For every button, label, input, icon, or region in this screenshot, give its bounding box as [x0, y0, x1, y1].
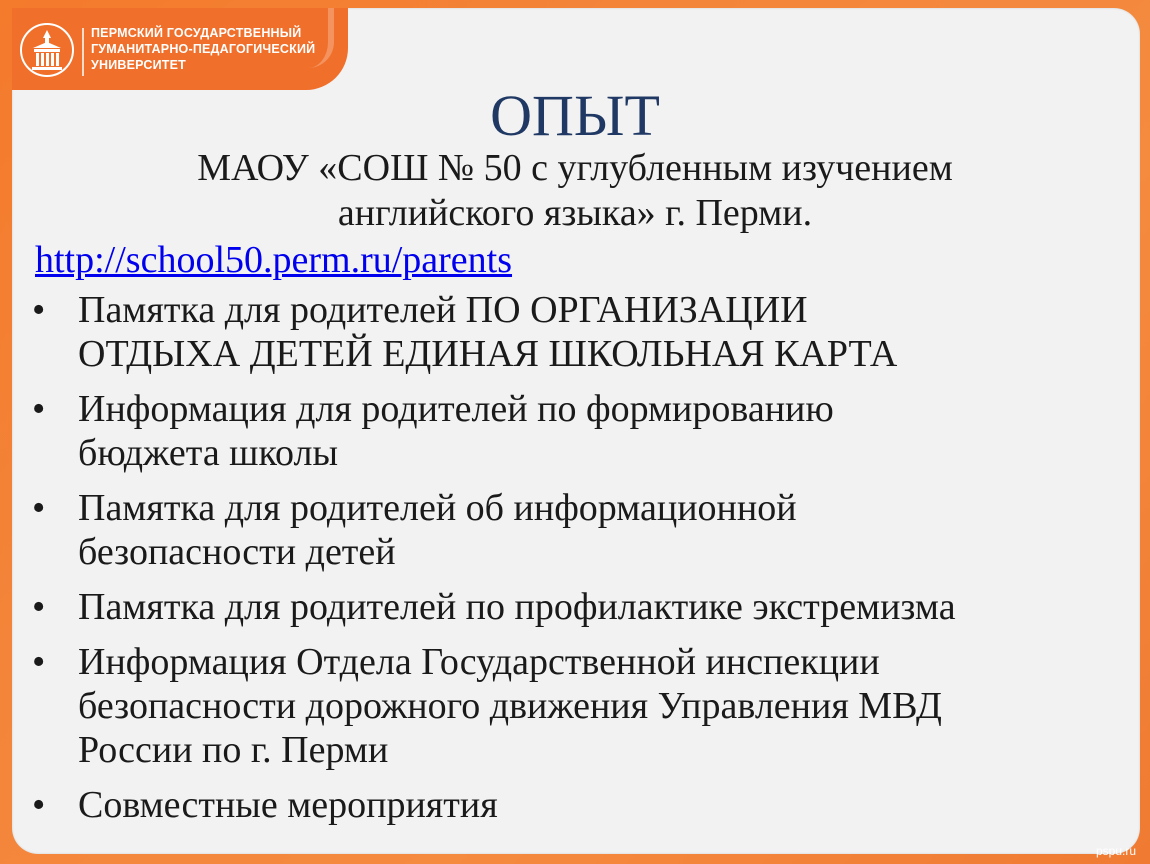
- list-item-line: Памятка для родителей по профилактике экстремизма: [78, 586, 956, 628]
- list-item-line: России по г. Перми: [78, 729, 389, 771]
- list-item: [30, 640, 1120, 772]
- parents-link[interactable]: http://school50.perm.ru/parents: [35, 239, 513, 281]
- header-band: [12, 8, 348, 90]
- logo-divider: [82, 28, 84, 76]
- bullet-icon: •: [32, 586, 46, 628]
- university-name-line: ПЕРМСКИЙ ГОСУДАРСТВЕННЫЙ: [91, 26, 302, 40]
- slide-title: ОПЫТ: [490, 83, 660, 148]
- subtitle-line: МАОУ «СОШ № 50 с углубленным изучением: [197, 147, 953, 189]
- list-item-line: Информация Отдела Государственной инспекции: [78, 641, 880, 683]
- bullet-icon: •: [32, 388, 46, 430]
- university-name-line: УНИВЕРСИТЕТ: [91, 58, 186, 72]
- list-item: [30, 783, 1120, 827]
- list-item-line: безопасности детей: [78, 531, 396, 573]
- list-item: [30, 486, 1120, 574]
- bullet-list: [30, 288, 1120, 838]
- list-item-line: Информация для родителей по формированию: [78, 388, 834, 430]
- list-item-line: Памятка для родителей об информационной: [78, 487, 797, 529]
- footer-site: pspu.ru: [1095, 844, 1136, 858]
- list-item: [30, 585, 1120, 629]
- subtitle-line: английского языка» г. Перми.: [337, 192, 813, 234]
- list-item: [30, 288, 1120, 376]
- bullet-icon: •: [32, 487, 46, 529]
- university-building-icon: [19, 22, 75, 78]
- list-item: [30, 387, 1120, 475]
- slide-subtitle: [0, 146, 1150, 236]
- university-name: [91, 25, 315, 73]
- university-name-line: ГУМАНИТАРНО-ПЕДАГОГИЧЕСКИЙ: [91, 42, 316, 56]
- list-item-line: Совместные мероприятия: [78, 784, 498, 826]
- bullet-icon: •: [32, 641, 46, 683]
- bullet-icon: •: [32, 784, 46, 826]
- list-item-line: Памятка для родителей ПО ОРГАНИЗАЦИИ: [78, 289, 808, 331]
- list-item-line: ОТДЫХА ДЕТЕЙ ЕДИНАЯ ШКОЛЬНАЯ КАРТА: [78, 333, 898, 375]
- bullet-icon: •: [32, 289, 46, 331]
- list-item-line: бюджета школы: [78, 432, 338, 474]
- list-item-line: безопасности дорожного движения Управления МВД: [78, 685, 942, 727]
